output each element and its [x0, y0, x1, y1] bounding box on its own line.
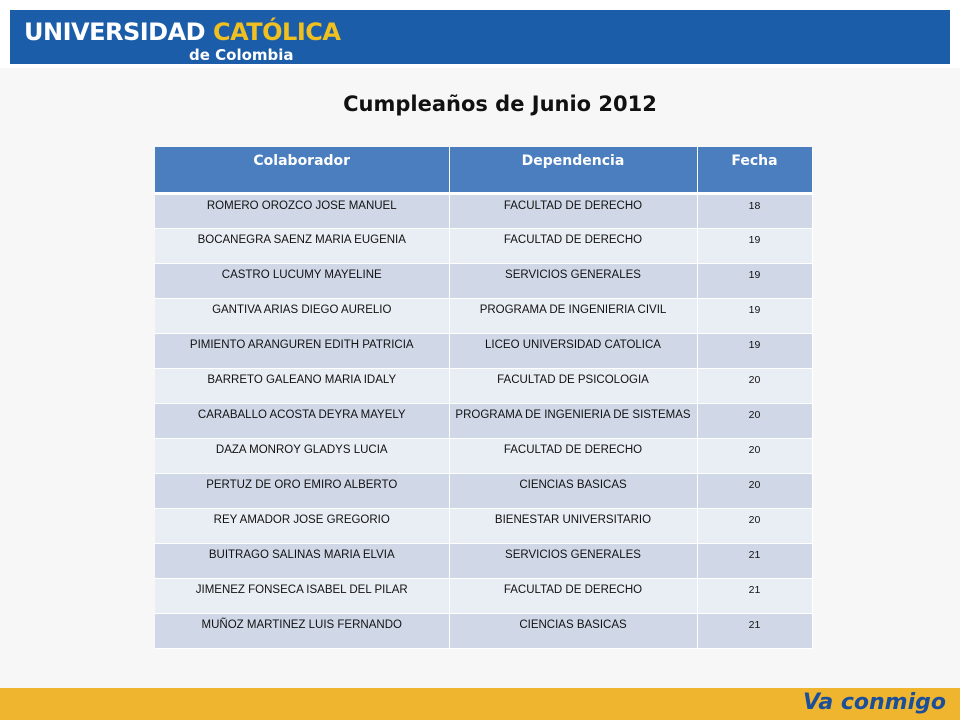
- fecha-cell: 18: [697, 193, 812, 228]
- table-row: [155, 333, 812, 368]
- colaborador-cell: PIMIENTO ARANGUREN EDITH PATRICIA: [155, 333, 449, 368]
- table-row: [155, 543, 812, 578]
- table-row: [155, 193, 812, 228]
- fecha-cell: 19: [697, 333, 812, 368]
- logo-word-catolica: CATÓLICA: [212, 18, 341, 46]
- colaborador-cell: CARABALLO ACOSTA DEYRA MAYELY: [155, 403, 449, 438]
- colaborador-cell: MUÑOZ MARTINEZ LUIS FERNANDO: [155, 613, 449, 648]
- table-header-row: [155, 147, 812, 193]
- colaborador-cell: PERTUZ DE ORO EMIRO ALBERTO: [155, 473, 449, 508]
- table-row: [155, 578, 812, 613]
- dependencia-cell: SERVICIOS GENERALES: [449, 543, 697, 578]
- page-title: Cumpleaños de Junio 2012: [343, 92, 657, 116]
- fecha-cell: 21: [697, 578, 812, 613]
- table-row: [155, 508, 812, 543]
- dependencia-cell: FACULTAD DE DERECHO: [449, 438, 697, 473]
- fecha-cell: 21: [697, 613, 812, 648]
- table-row: [155, 298, 812, 333]
- column-header-colaborador: Colaborador: [155, 147, 449, 193]
- dependencia-cell: BIENESTAR UNIVERSITARIO: [449, 508, 697, 543]
- colaborador-cell: BARRETO GALEANO MARIA IDALY: [155, 368, 449, 403]
- table-row: [155, 228, 812, 263]
- logo-line-2: de Colombia: [189, 46, 294, 64]
- colaborador-cell: ROMERO OROZCO JOSE MANUEL: [155, 193, 449, 228]
- colaborador-cell: REY AMADOR JOSE GREGORIO: [155, 508, 449, 543]
- dependencia-cell: FACULTAD DE DERECHO: [449, 578, 697, 613]
- dependencia-cell: PROGRAMA DE INGENIERIA CIVIL: [449, 298, 697, 333]
- fecha-cell: 20: [697, 508, 812, 543]
- fecha-cell: 20: [697, 403, 812, 438]
- table-row: [155, 473, 812, 508]
- university-logo: [24, 18, 340, 64]
- footer-bar: [0, 688, 960, 720]
- fecha-cell: 20: [697, 438, 812, 473]
- header-bar: [10, 10, 950, 64]
- dependencia-cell: LICEO UNIVERSIDAD CATOLICA: [449, 333, 697, 368]
- dependencia-cell: FACULTAD DE DERECHO: [449, 193, 697, 228]
- fecha-cell: 21: [697, 543, 812, 578]
- colaborador-cell: BOCANEGRA SAENZ MARIA EUGENIA: [155, 228, 449, 263]
- dependencia-cell: CIENCIAS BASICAS: [449, 613, 697, 648]
- logo-line-1: [24, 18, 340, 46]
- fecha-cell: 19: [697, 228, 812, 263]
- table-body: [155, 193, 812, 648]
- column-header-dependencia: Dependencia: [449, 147, 697, 193]
- colaborador-cell: DAZA MONROY GLADYS LUCIA: [155, 438, 449, 473]
- dependencia-cell: CIENCIAS BASICAS: [449, 473, 697, 508]
- header: [0, 0, 960, 68]
- table-row: [155, 438, 812, 473]
- fecha-cell: 20: [697, 368, 812, 403]
- dependencia-cell: FACULTAD DE PSICOLOGIA: [449, 368, 697, 403]
- dependencia-cell: PROGRAMA DE INGENIERIA DE SISTEMAS: [449, 403, 697, 438]
- fecha-cell: 19: [697, 298, 812, 333]
- table-row: [155, 263, 812, 298]
- slogan: Va conmigo: [803, 690, 946, 715]
- colaborador-cell: JIMENEZ FONSECA ISABEL DEL PILAR: [155, 578, 449, 613]
- column-header-fecha: Fecha: [697, 147, 812, 193]
- table-row: [155, 403, 812, 438]
- birthday-table: [155, 147, 813, 649]
- colaborador-cell: BUITRAGO SALINAS MARIA ELVIA: [155, 543, 449, 578]
- fecha-cell: 20: [697, 473, 812, 508]
- colaborador-cell: CASTRO LUCUMY MAYELINE: [155, 263, 449, 298]
- logo-word-universidad: UNIVERSIDAD: [24, 18, 206, 46]
- fecha-cell: 19: [697, 263, 812, 298]
- dependencia-cell: SERVICIOS GENERALES: [449, 263, 697, 298]
- table-row: [155, 368, 812, 403]
- dependencia-cell: FACULTAD DE DERECHO: [449, 228, 697, 263]
- table-row: [155, 613, 812, 648]
- colaborador-cell: GANTIVA ARIAS DIEGO AURELIO: [155, 298, 449, 333]
